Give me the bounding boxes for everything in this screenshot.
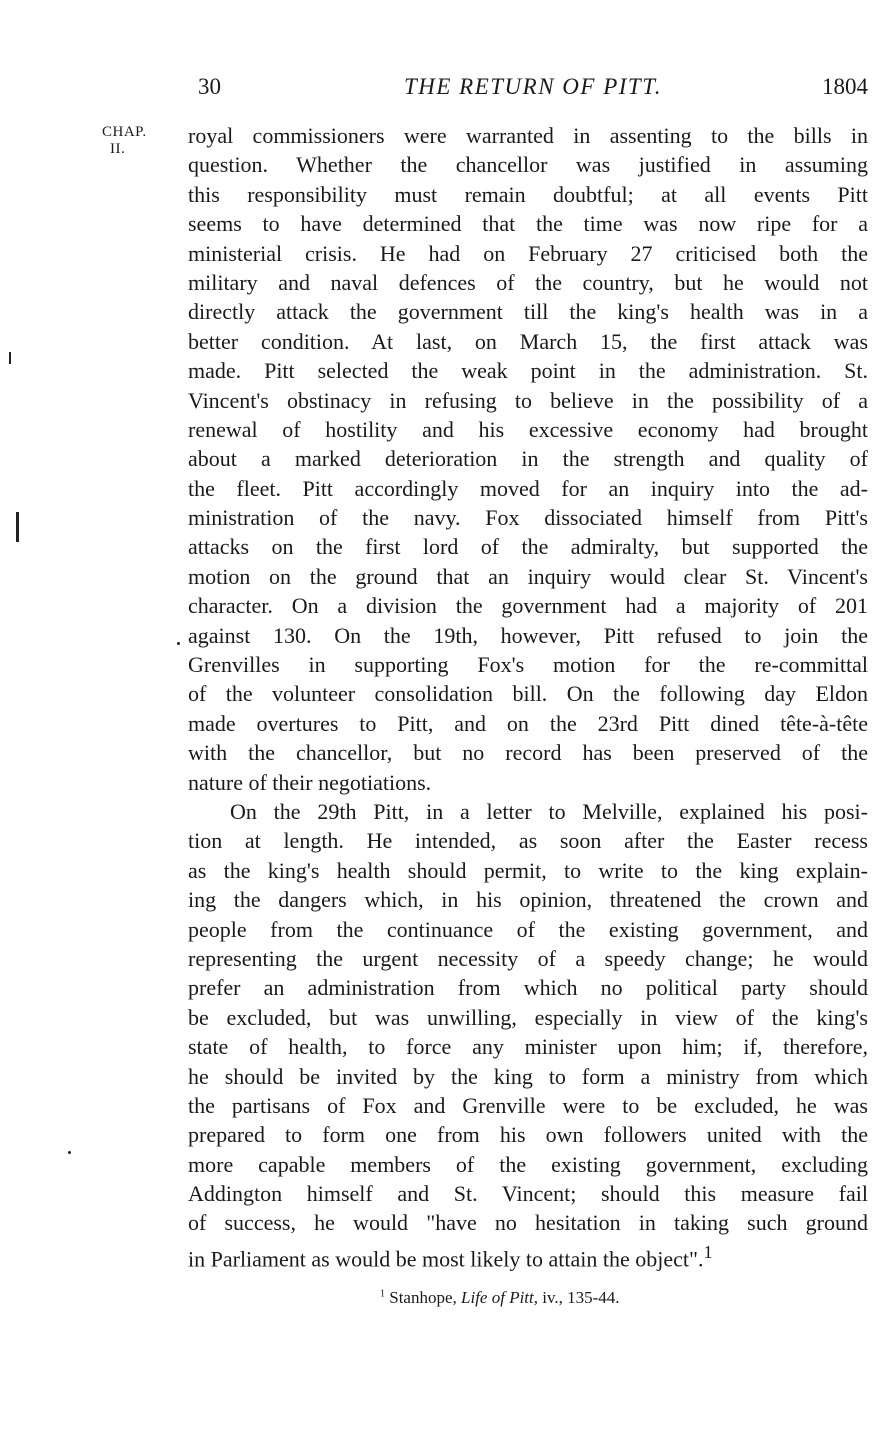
scan-mark — [177, 642, 180, 645]
text-line: attacks on the first lord of the admiralty, but supported the — [188, 534, 868, 560]
text-line: motion on the ground that an inquiry would clear St. Vincent's — [188, 563, 868, 589]
running-title: THE RETURN OF PITT. — [403, 74, 663, 99]
text-line: royal commissioners were warranted in assenting to the bills in — [188, 123, 868, 148]
footnote-author: Stanhope, — [389, 1288, 457, 1307]
text-line: Grenvilles in supporting Fox's motion for the re-committal — [188, 652, 868, 678]
text-line: character. On a division the government had a majority of 201 — [188, 593, 868, 619]
text-line: Addington himself and St. Vincent; should this measure fail — [188, 1181, 868, 1207]
text-line: prepared to form one from his own followers united with the — [188, 1122, 868, 1148]
paragraph-1 — [188, 121, 868, 797]
text-line: of the volunteer consolidation bill. On the following day Eldon — [188, 681, 868, 707]
text-line: ing the dangers which, in his opinion, threatened the crown and — [188, 887, 868, 913]
header-year: 1804 — [822, 74, 868, 99]
text-line: nature of their negotiations. — [188, 769, 432, 795]
scan-mark — [9, 352, 11, 364]
text-line: made. Pitt selected the weak point in the administration. St. — [188, 358, 868, 384]
text-line: be excluded, but was unwilling, especially in view of the king's — [188, 1004, 868, 1030]
scan-mark — [68, 1151, 71, 1154]
text-line: prefer an administration from which no political party should — [188, 975, 868, 1001]
text-line: against 130. On the 19th, however, Pitt refused to join the — [188, 622, 868, 648]
text-line: the fleet. Pitt accordingly moved for an inquiry into the ad- — [188, 475, 868, 501]
body-text — [188, 121, 868, 1272]
scan-mark — [16, 512, 19, 542]
footnote-reference: 1 — [703, 1241, 713, 1262]
footnote-marker: 1 — [380, 1288, 385, 1300]
text-line: as the king's health should permit, to write to the king explain- — [188, 857, 868, 883]
chapter-number: II. — [110, 141, 126, 157]
footnote-work: Life of Pitt, — [461, 1288, 539, 1307]
text-line: On the 29th Pitt, in a letter to Melville, explained his posi- — [230, 798, 868, 824]
text-line: ministerial crisis. He had on February 27 criticised both the — [188, 240, 868, 266]
text-line: made overtures to Pitt, and on the 23rd Pitt dined tête-à-tête — [188, 710, 868, 736]
text-line-with-footnote — [188, 1238, 868, 1272]
text-line: more capable members of the existing government, excluding — [188, 1151, 868, 1177]
text-line: about a marked deterioration in the strength and quality of — [188, 446, 868, 472]
text-line: better condition. At last, on March 15, the first attack was — [188, 328, 868, 354]
text-line: of success, he would "have no hesitation in taking such ground — [188, 1210, 868, 1236]
text-line: military and naval defences of the country, but he would not — [188, 269, 868, 295]
page-header — [198, 74, 868, 108]
text-line: ministration of the navy. Fox dissociated himself from Pitt's — [188, 505, 868, 531]
chapter-margin-note — [102, 124, 182, 158]
page-number: 30 — [198, 74, 221, 99]
text-line: people from the continuance of the existing government, and — [188, 916, 868, 942]
footnote — [380, 1288, 620, 1308]
text-line: representing the urgent necessity of a speedy change; he would — [188, 945, 868, 971]
text-line: renewal of hostility and his excessive economy had brought — [188, 416, 868, 442]
text-line: the partisans of Fox and Grenville were to be excluded, he was — [188, 1092, 868, 1118]
text-line: state of health, to force any minister upon him; if, therefore, — [188, 1034, 868, 1060]
text-line: seems to have determined that the time was now ripe for a — [188, 211, 868, 237]
paragraph-2 — [188, 797, 868, 1272]
text-line: question. Whether the chancellor was justified in assuming — [188, 152, 868, 178]
text-line: with the chancellor, but no record has been preserved of the — [188, 740, 868, 766]
text-line: tion at length. He intended, as soon after the Easter recess — [188, 828, 868, 854]
footnote-ref: iv., 135-44. — [542, 1288, 620, 1307]
text-line: Vincent's obstinacy in refusing to believe in the possibility of a — [188, 387, 868, 413]
text-line: this responsibility must remain doubtful; at all events Pitt — [188, 181, 868, 207]
text-line: he should be invited by the king to form a ministry from which — [188, 1063, 868, 1089]
chapter-label: CHAP. — [102, 124, 147, 140]
text-line: directly attack the government till the king's health was in a — [188, 299, 868, 325]
text-line-content: in Parliament as would be most likely to attain the object". — [188, 1246, 704, 1272]
